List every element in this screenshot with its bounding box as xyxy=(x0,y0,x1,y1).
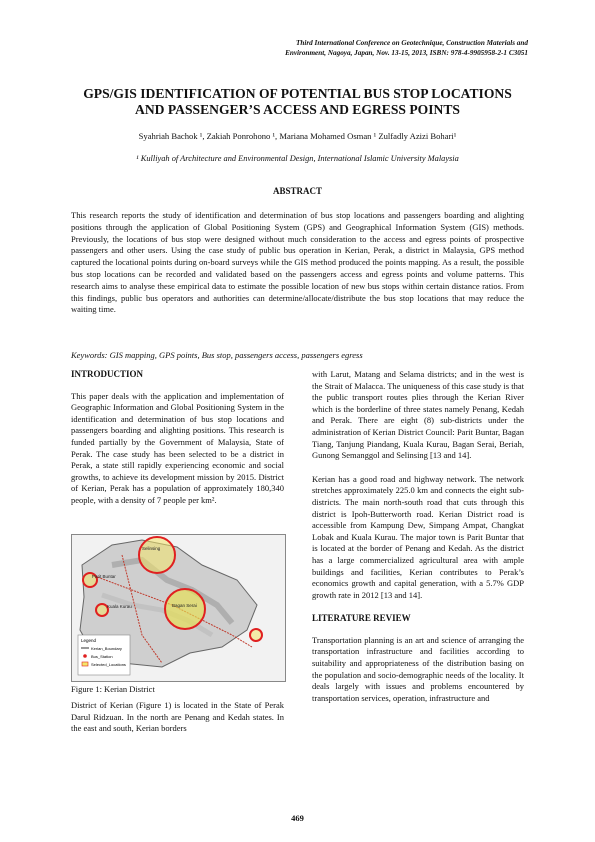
map-graphic xyxy=(72,535,285,681)
authors: Syahriah Bachok ¹, Zakiah Ponrohono ¹, Mariana Mohamed Osman ¹ Zulfadly Azizi Bohari¹ xyxy=(138,131,457,141)
literature-review-heading: LITERATURE REVIEW xyxy=(312,613,411,624)
map-label-bagan-serai: Bagan Serai xyxy=(172,603,197,608)
map-label-selinsing: Selinsing xyxy=(142,546,161,551)
map-label-kuala-kurau: Kuala Kurau xyxy=(107,604,132,609)
abstract-heading: ABSTRACT xyxy=(272,186,322,196)
selected-location-1 xyxy=(139,537,175,573)
keywords: Keywords: GIS mapping, GPS points, Bus stop, passengers access, passengers egress xyxy=(71,350,363,360)
left-column-top xyxy=(71,369,284,507)
paper-title xyxy=(60,86,535,118)
legend-item-1: Kerian_Boundary xyxy=(91,646,122,651)
figure-caption: Figure 1: Kerian District xyxy=(71,684,155,694)
title-line-1: GPS/GIS IDENTIFICATION OF POTENTIAL BUS STOP LOCATIONS xyxy=(83,86,512,101)
title-line-2: AND PASSENGER’S ACCESS AND EGRESS POINTS xyxy=(135,102,460,117)
map-legend xyxy=(78,635,130,675)
introduction-heading: INTRODUCTION xyxy=(71,369,144,379)
affiliation: ¹ Kulliyah of Architecture and Environmental Design, International Islamic University Malaysia xyxy=(136,154,459,163)
legend-item-3: Selected_Locations xyxy=(91,662,126,667)
literature-paragraph-1: Transportation planning is an art and science of arranging the transportation infrastructure and facilities according to suitability and appropriateness of the distribution basing on the population and socio-demographic needs of the locality. It deals largely with issues and problems encountered by transportation services, operation, infrastructure and xyxy=(312,634,524,703)
selected-location-4 xyxy=(165,589,205,629)
header-line-1: Third International Conference on Geotechnique, Construction Materials and xyxy=(295,39,528,47)
left-column-bottom xyxy=(71,700,284,735)
page-number: 469 xyxy=(291,813,304,823)
intro-paragraph-2: District of Kerian (Figure 1) is located in the State of Perak Darul Ridzuan. In the north are Penang and Kedah states. In the east and south, Kerian borders xyxy=(71,700,284,734)
right-paragraph-2: Kerian has a good road and highway network. The network stretches approximately 225.0 km and connects the eight sub-districts. The main north-south road that cuts through this district is Ipoh-Butterworth road. Kerian District road is accessible from Kampung Dew, Simpang Ampat, Changkat Lobak and Kuala Kurau. The major town is Parit Buntar that is located at the border of Penang and Kedah. As the district has a large commercialized agricultural area with ample buildings and facilities, Kerian contributes to Perak’s economics growth and capital generation, with a 5.7% GDP growth rate in 2012 [13 and 14]. xyxy=(312,473,524,600)
right-paragraph-1: with Larut, Matang and Selama districts; and in the west is the Strait of Malacca. The uniqueness of this case study is that the public transport routes plies through the Kerian River which is the borderline of three states namely Penang, Kedah and Perak. There are eight (8) sub-districts under the administration of Kerian District Council: Parit Buntar, Bagan Tiang, Tanjung Piandang, Kuala Kurau, Bagan Serai, Beriah, Gunong Semanggol and Selinsing [13 and 14]. xyxy=(312,369,524,461)
intro-paragraph-1: This paper deals with the application and implementation of Geographic Information and Global Positioning System in the identification and determination of bus stop locations and passengers boarding and alighting positions. This research is funded partially by the Government of Malaysia, State of Perak. The case study has been selected to be a district in Perak, a state still rapidly experiencing economic and social growths, to achieve its development mission by 2015. District of Kerian, Perak has a population of approximately 180,340 people, with a density of 7 people per km². xyxy=(71,390,284,505)
right-column xyxy=(312,369,524,704)
legend-title: Legend xyxy=(81,638,97,643)
conference-header xyxy=(60,38,528,58)
selected-location-5 xyxy=(250,629,262,641)
abstract-text: This research reports the study of identification and determination of bus stop locations and passengers boarding and alighting positions through the application of Global Positioning System (GPS) and Geographical Information System (GIS) methods. Previously, the locations of bus stop were designed without much consideration to the access and egress points of prospective passengers and other users. Using the case study of public bus operation in Kerian, Perak, a district in Malaysia, GPS method captured the locational points during on-board surveys while the GIS method produced the points mapping. As a result, the possible bus stop locations can be recorded and validated based on the passengers access and egress points and volume patterns. This research aims to analyse these empirical data to estimate the possible location of new bus stops within certain distance ratios. From this findings, public bus operators and authorities can determine/allocate/distribute the bus stop locations that may reduce the waiting time. xyxy=(71,210,524,315)
legend-item-2: Bus_Station xyxy=(91,654,113,659)
header-line-2: Environment, Nagoya, Japan, Nov. 13-15, 2013, ISBN: 978-4-9905958-2-1 C3051 xyxy=(285,49,528,57)
map-label-parit-buntar: Parit Buntar xyxy=(92,574,116,579)
kerian-district-map xyxy=(71,534,286,682)
